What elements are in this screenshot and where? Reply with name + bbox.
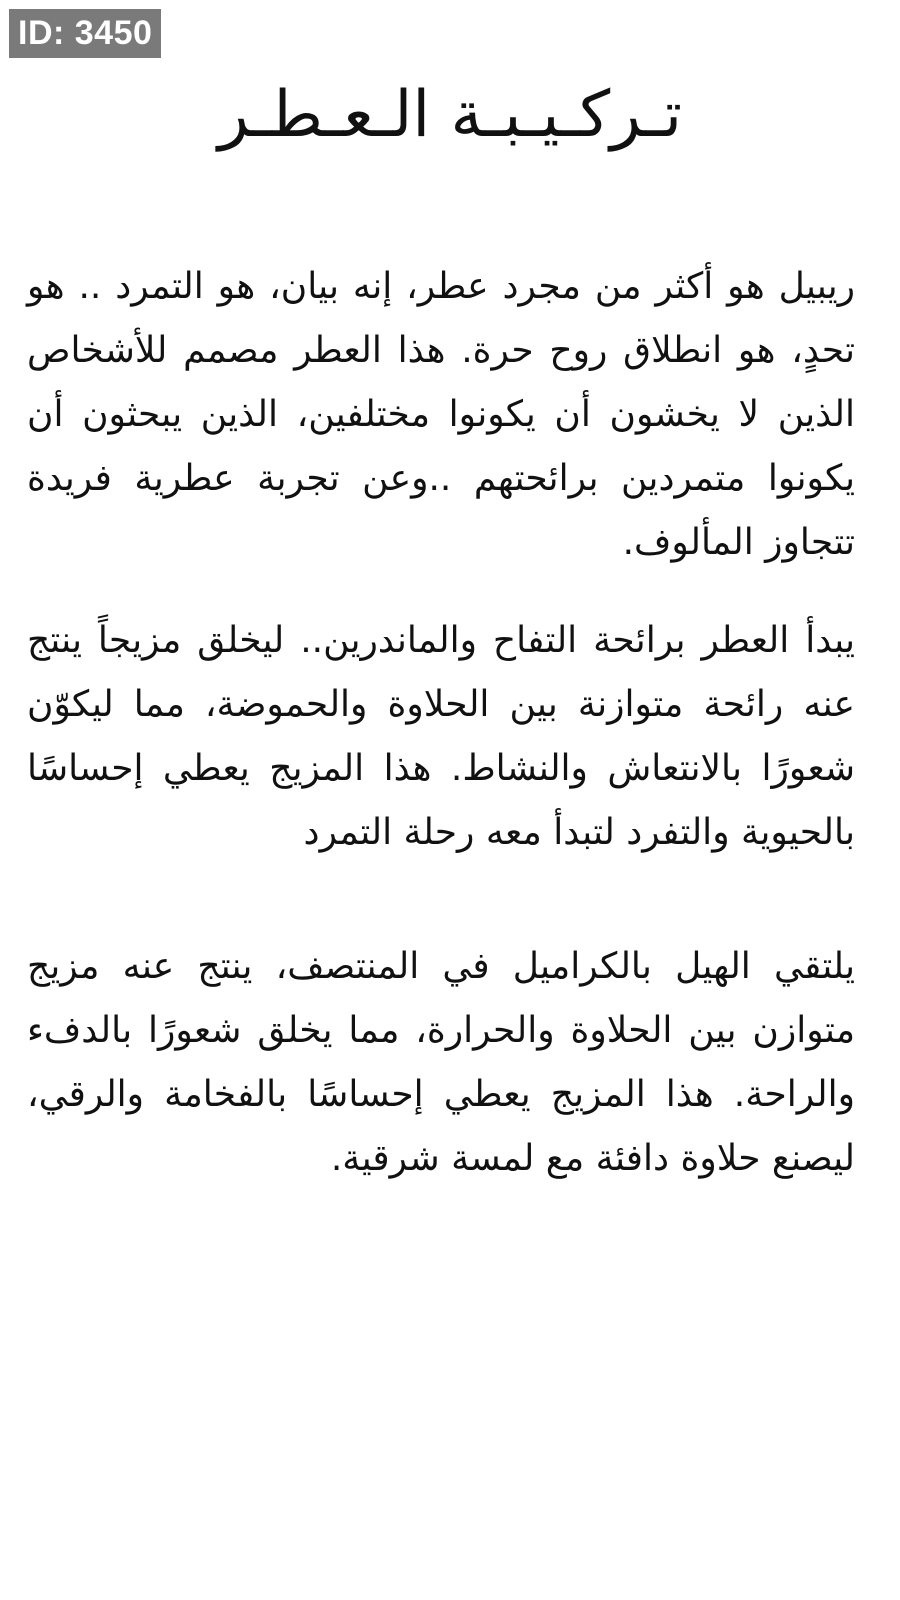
paragraph-intro: ريبيل هو أكثر من مجرد عطر، إنه بيان، هو التمرد .. هو تحدٍ، هو انطلاق روح حرة. هذا العطر مصمم للأشخاص الذين لا يخشون أن يكونوا مختلفين، الذين يبحثون أن يكونوا متمردين برائحتهم ..وعن تجربة عطرية فريدة تتجاوز المألوف.: [27, 266, 855, 563]
paragraph-top-notes: يبدأ العطر برائحة التفاح والماندرين.. ليخلق مزيجاً ينتج عنه رائحة متوازنة بين الحلاوة والحموضة، مما ليكوّن شعورًا بالانتعاش والنشاط. هذا المزيج يعطي إحساسًا بالحيوية والتفرد لتبدأ معه رحلة التمرد: [27, 620, 855, 853]
id-badge: ID: 3450: [9, 9, 161, 58]
page-title: تـركـيـبـة الـعـطـر: [217, 78, 683, 152]
paragraph-heart-notes: يلتقي الهيل بالكراميل في المنتصف، ينتج عنه مزيج متوازن بين الحلاوة والحرارة، مما يخلق شعورًا بالدفء والراحة. هذا المزيج يعطي إحساسًا بالفخامة والرقي، ليصنع حلاوة دافئة مع لمسة شرقية.: [27, 946, 855, 1179]
article-body: [27, 255, 855, 1191]
